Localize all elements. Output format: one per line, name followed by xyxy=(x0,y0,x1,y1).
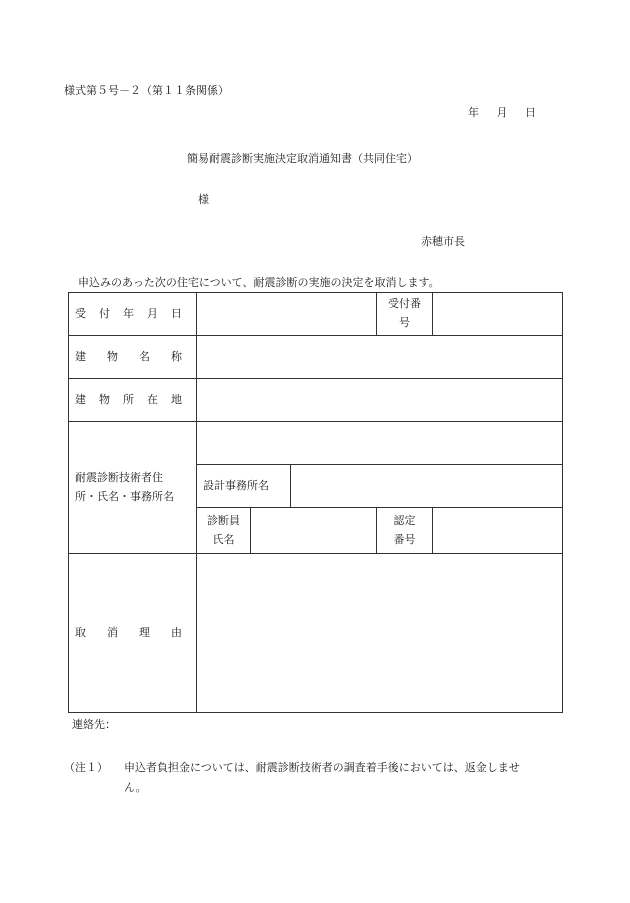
date-day: 日 xyxy=(525,106,536,119)
date-year: 年 xyxy=(468,106,479,119)
row-reception xyxy=(69,293,563,336)
building-location-field[interactable] xyxy=(197,379,563,422)
reception-number-label: 受付番号 xyxy=(377,293,433,336)
building-location-label: 建 物 所 在 地 xyxy=(69,379,197,422)
certification-number-field[interactable] xyxy=(433,508,563,554)
contact-label: 連絡先： xyxy=(72,718,116,731)
form-number: 様式第５号－２（第１１条関係） xyxy=(64,84,229,97)
intro-text: 申込みのあった次の住宅について、耐震診断の実施の決定を取消します。 xyxy=(78,276,440,289)
row-inspector-address xyxy=(69,422,563,465)
reception-date-field[interactable] xyxy=(197,293,377,336)
inspector-name-field[interactable] xyxy=(251,508,377,554)
form-table xyxy=(68,292,563,713)
row-building-name xyxy=(69,336,563,379)
row-cancel-reason xyxy=(69,554,563,713)
row-building-location xyxy=(69,379,563,422)
inspector-label: 耐震診断技術者住 所・氏名・事務所名 xyxy=(69,422,197,554)
cancel-reason-label: 取 消 理 由 xyxy=(69,554,197,713)
reception-date-label: 受 付 年 月 日 xyxy=(69,293,197,336)
inspector-name-label: 診断員 氏名 xyxy=(197,508,251,554)
certification-number-label: 認定 番号 xyxy=(377,508,433,554)
building-name-label: 建 物 名 称 xyxy=(69,336,197,379)
building-name-field[interactable] xyxy=(197,336,563,379)
note-text-line2: ん。 xyxy=(124,781,147,794)
design-office-label: 設計事務所名 xyxy=(197,465,291,508)
date-line xyxy=(468,104,536,120)
note-text-line1: 申込者負担金については、耐震診断技術者の調査着手後においては、返金しませ xyxy=(124,761,520,774)
cancel-reason-field[interactable] xyxy=(197,554,563,713)
design-office-field[interactable] xyxy=(291,465,563,508)
issuer: 赤穂市長 xyxy=(421,235,465,248)
addressee-suffix: 様 xyxy=(198,193,209,206)
document-title: 簡易耐震診断実施決定取消通知書（共同住宅） xyxy=(187,152,418,165)
note-label: （注１） xyxy=(64,761,108,774)
reception-number-field[interactable] xyxy=(433,293,563,336)
date-month: 月 xyxy=(496,106,508,119)
inspector-address-field[interactable] xyxy=(197,422,563,465)
